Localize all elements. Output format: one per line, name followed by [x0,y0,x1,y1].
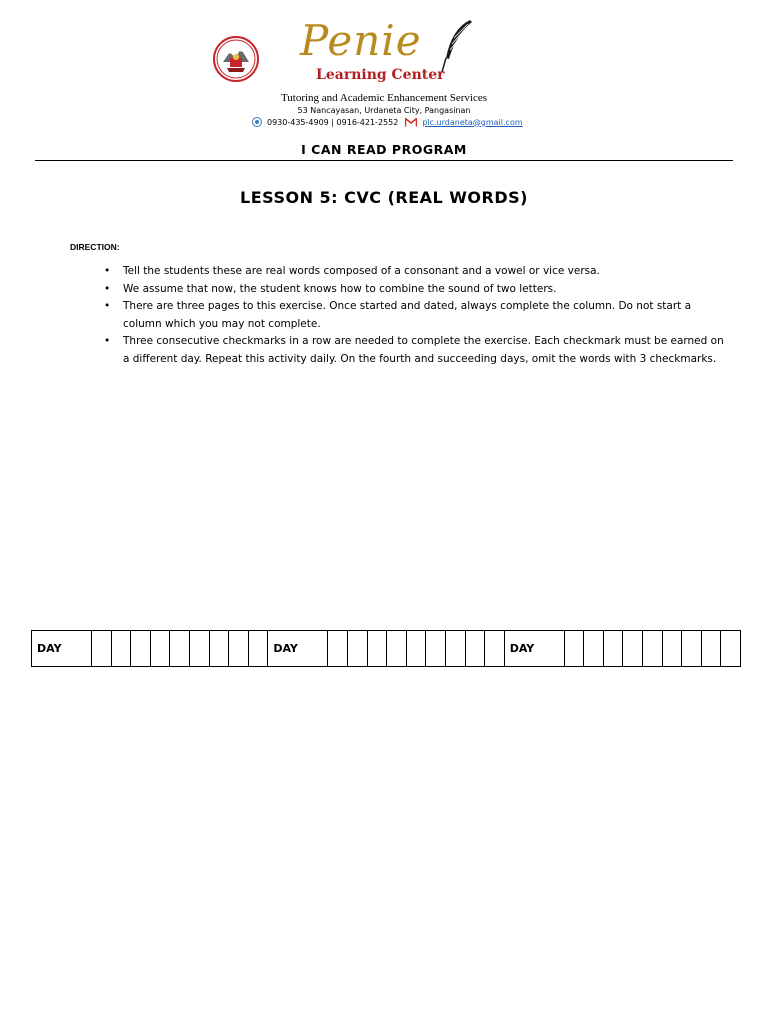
checkmark-box[interactable] [170,631,190,667]
mail-icon [405,118,417,127]
checkmark-box[interactable] [426,631,446,667]
direction-label: DIRECTION: [70,242,120,252]
day-row [32,631,741,667]
checkmark-box[interactable] [721,631,741,667]
checkmark-box[interactable] [92,631,112,667]
day-label-cell: DAY [32,631,92,667]
checkmark-box[interactable] [485,631,505,667]
checkmark-box[interactable] [209,631,229,667]
school-seal-icon [215,38,257,80]
tagline: Tutoring and Academic Enhancement Services [280,92,488,104]
checkmark-box[interactable] [229,631,249,667]
direction-item: • Tell the students these are real words composed of a consonant and a vowel or vice versa. [104,263,724,281]
checkmark-box[interactable] [603,631,623,667]
checkmark-box[interactable] [564,631,584,667]
brand-name: Penie [300,16,422,65]
lesson-title: LESSON 5: CVC (REAL WORDS) [240,188,528,207]
checkmark-box[interactable] [682,631,702,667]
day-tracking-table [31,630,741,667]
checkmark-box[interactable] [131,631,151,667]
checkmark-box[interactable] [643,631,663,667]
quill-icon [440,18,474,74]
contact-line [252,117,523,127]
checkmark-box[interactable] [406,631,426,667]
address: 53 Nancayasan, Urdaneta City, Pangasinan [297,106,471,115]
brand-subtitle: Learning Center [316,67,445,83]
direction-list [104,263,724,368]
checkmark-box[interactable] [248,631,268,667]
checkmark-box[interactable] [347,631,367,667]
day-label-cell: DAY [268,631,328,667]
email-link[interactable]: plc.urdaneta@gmail.com [422,117,523,127]
checkmark-box[interactable] [387,631,407,667]
program-title: I CAN READ PROGRAM [301,142,467,157]
direction-item: • We assume that now, the student knows how to combine the sound of two letters. [104,281,724,299]
checkmark-box[interactable] [465,631,485,667]
direction-item: • There are three pages to this exercise. Once started and dated, always complete the column. Do not start a column which you may not complete. [104,298,724,333]
checkmark-box[interactable] [328,631,348,667]
direction-item: • Three consecutive checkmarks in a row are needed to complete the exercise. Each checkmark must be earned on a different day. Repeat this activity daily. On the fourth and succeeding days, omit the words with 3 checkmarks. [104,333,724,368]
checkmark-box[interactable] [701,631,721,667]
checkmark-box[interactable] [584,631,604,667]
checkmark-box[interactable] [150,631,170,667]
seal-logo [213,36,259,82]
checkmark-box[interactable] [662,631,682,667]
phone-numbers: 0930-435-4909 | 0916-421-2552 [267,117,399,127]
phone-icon [252,117,262,127]
brand-logo [290,16,475,88]
checkmark-box[interactable] [189,631,209,667]
checkmark-box[interactable] [623,631,643,667]
checkmark-box[interactable] [445,631,465,667]
header-divider [35,160,733,161]
checkmark-box[interactable] [367,631,387,667]
checkmark-box[interactable] [111,631,131,667]
day-label-cell: DAY [504,631,564,667]
